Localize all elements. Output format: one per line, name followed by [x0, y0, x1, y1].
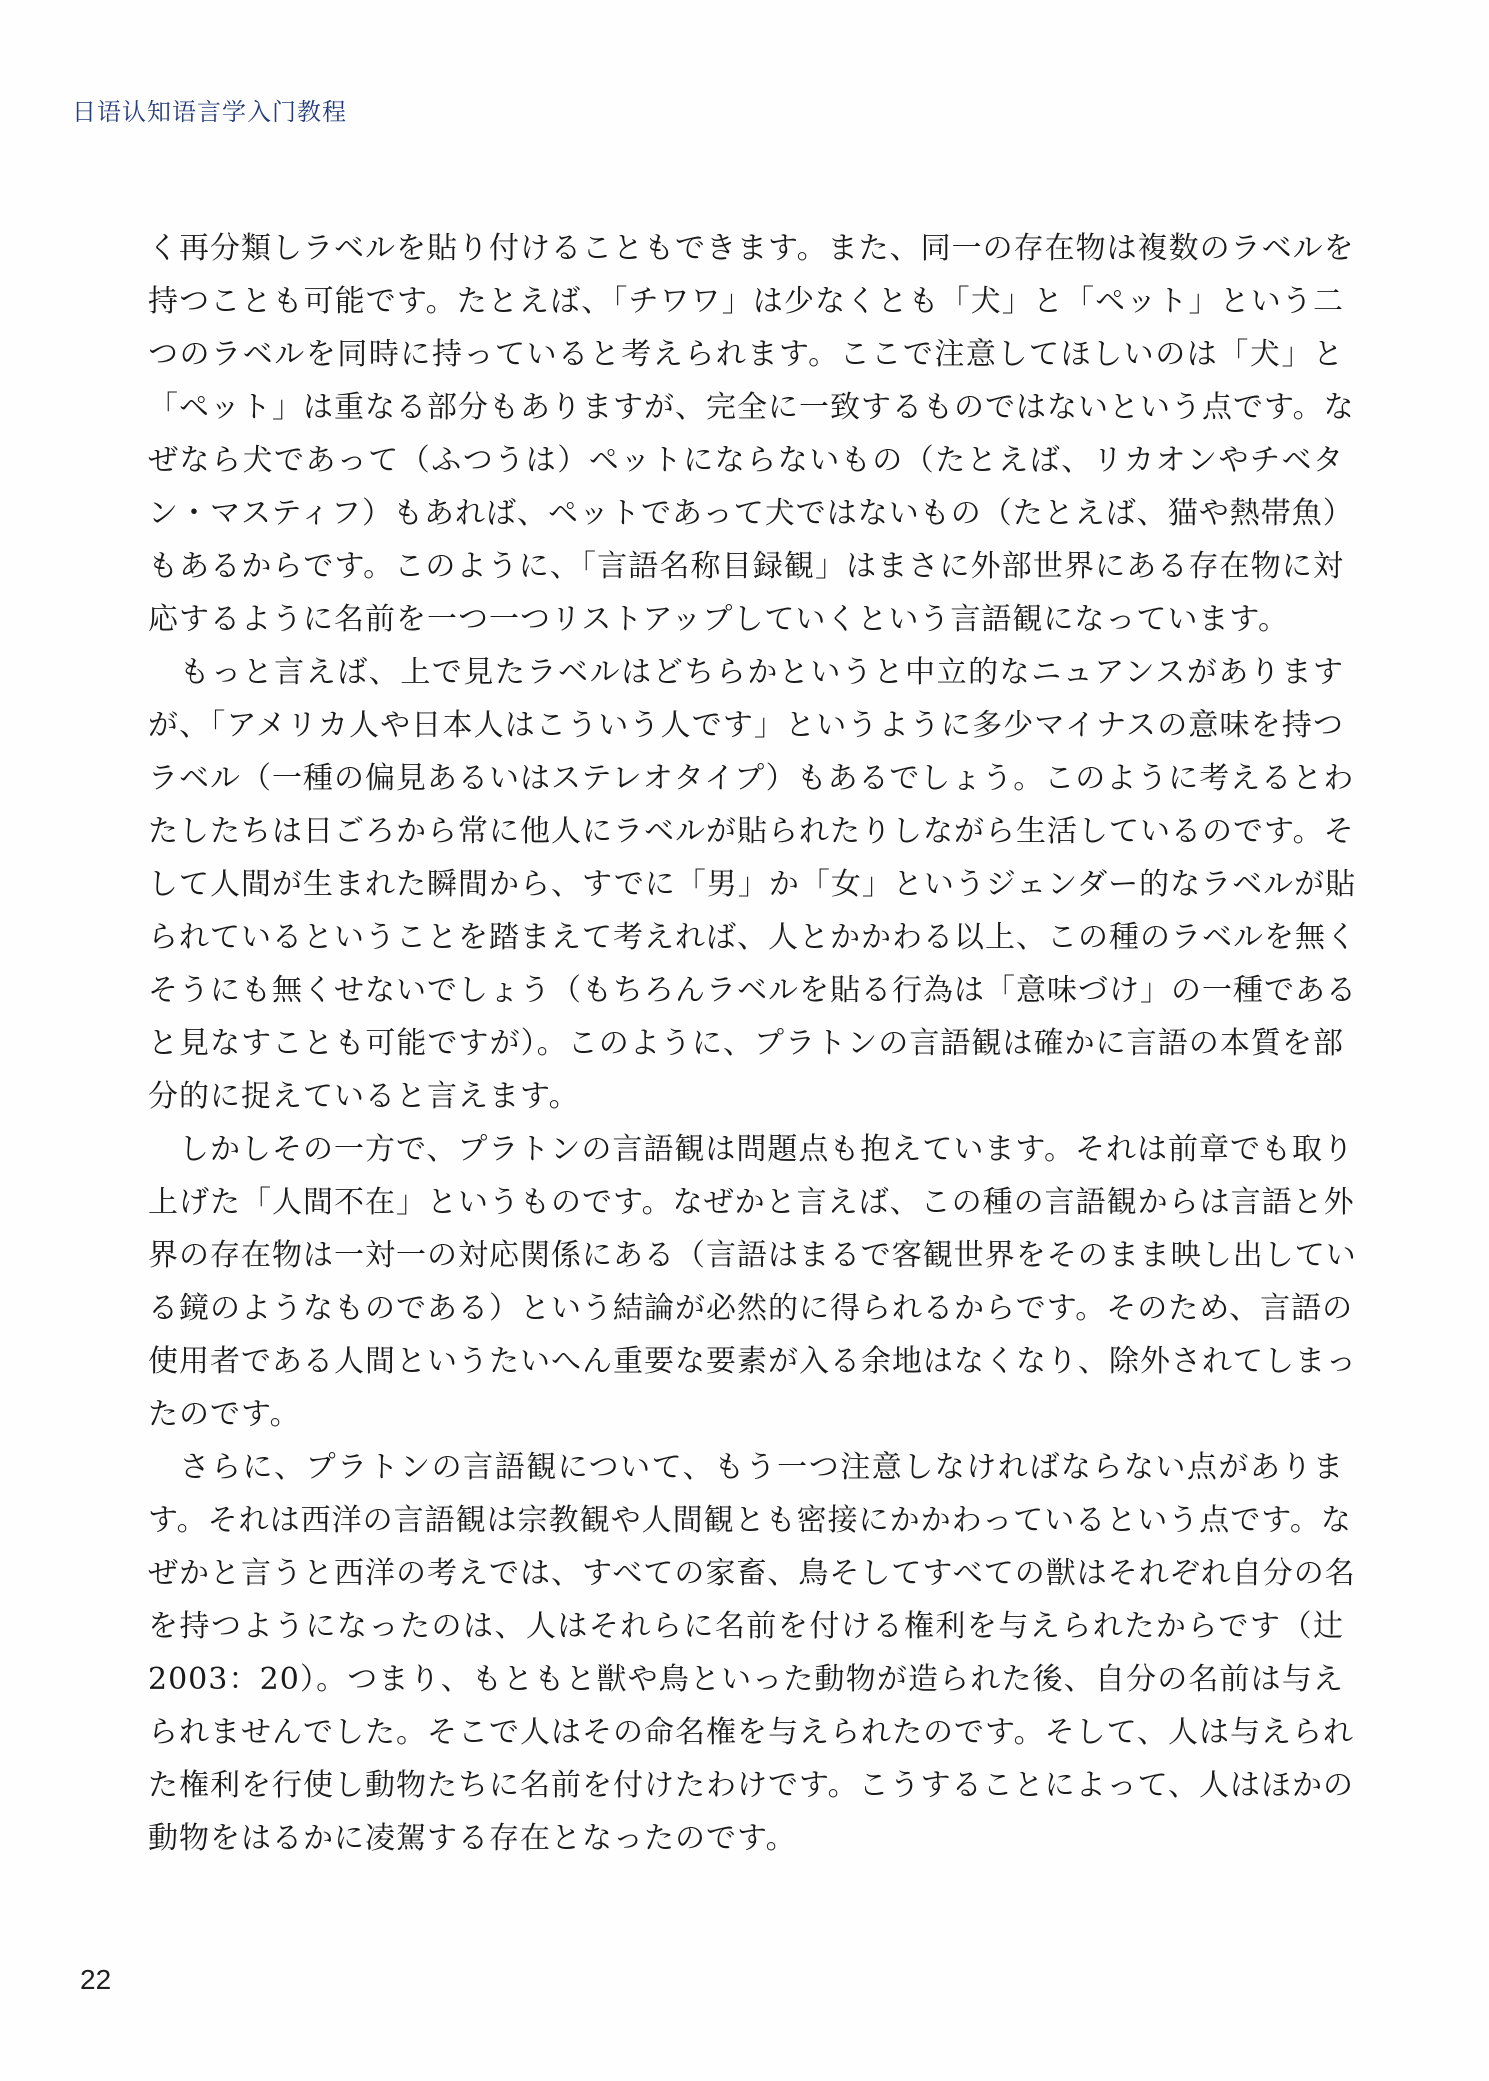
paragraph: [148, 646, 1357, 1123]
text-line: 持つことも可能です。たとえば、「チワワ」は少なくとも「犬」と「ペット」という二: [148, 284, 1344, 319]
text-line: 「ペット」は重なる部分もありますが、完全に一致するものではないという点です。な: [148, 390, 1355, 425]
text-line: 2003：20）。つまり、もともと獣や鳥といった動物が造られた後、自分の名前は与え: [148, 1662, 1344, 1697]
text-line: ぜなら犬であって（ふつうは）ペットにならないもの（たとえば、リカオンやチベタ: [148, 443, 1344, 478]
text-line: と見なすことも可能ですが）。このように、プラトンの言語観は確かに言語の本質を部: [148, 1026, 1344, 1061]
text-line: 分的に捉えていると言えます。: [148, 1079, 580, 1114]
text-line: もっと言えば、上で見たラベルはどちらかというと中立的なニュアンスがあります: [148, 655, 1344, 690]
running-header: 日语认知语言学入门教程: [72, 98, 347, 126]
text-line: た権利を行使し動物たちに名前を付けたわけです。こうすることによって、人はほかの: [148, 1768, 1354, 1803]
paragraph: [148, 222, 1355, 646]
paragraph: [148, 1441, 1356, 1865]
text-line: が、「アメリカ人や日本人はこういう人です」というように多少マイナスの意味を持つ: [148, 708, 1344, 743]
text-line: られているということを踏まえて考えれば、人とかかわる以上、この種のラベルを無く: [148, 920, 1357, 955]
text-line: そうにも無くせないでしょう（もちろんラベルを貼る行為は「意味づけ」の一種である: [148, 973, 1357, 1008]
text-line: 使用者である人間というたいへん重要な要素が入る余地はなくなり、除外されてしまっ: [148, 1344, 1357, 1379]
text-line: 応するように名前を一つ一つリストアップしていくという言語観になっています。: [148, 602, 1289, 637]
text-line: く再分類しラベルを貼り付けることもできます。また、同一の存在物は複数のラベルを: [148, 231, 1355, 266]
text-line: もあるからです。このように、「言語名称目録観」はまさに外部世界にある存在物に対: [148, 549, 1344, 584]
text-line: たのです。: [148, 1397, 301, 1432]
text-line: ラベル（一種の偏見あるいはステレオタイプ）もあるでしょう。このように考えるとわ: [148, 761, 1355, 796]
text-line: たしたちは日ごろから常に他人にラベルが貼られたりしながら生活しているのです。そ: [148, 814, 1355, 849]
page-number: 22: [80, 1964, 112, 1995]
text-line: を持つようになったのは、人はそれらに名前を付ける権利を与えられたからです（辻: [148, 1609, 1344, 1644]
text-line: しかしその一方で、プラトンの言語観は問題点も抱えています。それは前章でも取り: [148, 1132, 1354, 1167]
paragraph: [148, 1123, 1357, 1441]
text-line: 界の存在物は一対一の対応関係にある（言語はまるで客観世界をそのまま映し出してい: [148, 1238, 1357, 1273]
text-line: ぜかと言うと西洋の考えでは、すべての家畜、鳥そしてすべての獣はそれぞれ自分の名: [148, 1556, 1356, 1591]
text-line: られませんでした。そこで人はその命名権を与えられたのです。そして、人は与えられ: [148, 1715, 1354, 1750]
text-line: して人間が生まれた瞬間から、すでに「男」か「女」というジェンダー的なラベルが貼: [148, 867, 1357, 902]
text-line: ン・マスティフ）もあれば、ペットであって犬ではないもの（たとえば、猫や熱帯魚）: [148, 496, 1354, 531]
text-line: る鏡のようなものである）という結論が必然的に得られるからです。そのため、言語の: [148, 1291, 1354, 1326]
text-line: つのラベルを同時に持っていると考えられます。ここで注意してほしいのは「犬」と: [148, 337, 1344, 372]
text-line: さらに、プラトンの言語観について、もう一つ注意しなければならない点がありま: [148, 1450, 1344, 1485]
text-line: 上げた「人間不在」というものです。なぜかと言えば、この種の言語観からは言語と外: [148, 1185, 1355, 1220]
body-text: [148, 222, 1357, 1865]
text-line: 動物をはるかに凌駕する存在となったのです。: [148, 1821, 797, 1856]
text-line: す。それは西洋の言語観は宗教観や人間観とも密接にかかわっているという点です。な: [148, 1503, 1352, 1538]
